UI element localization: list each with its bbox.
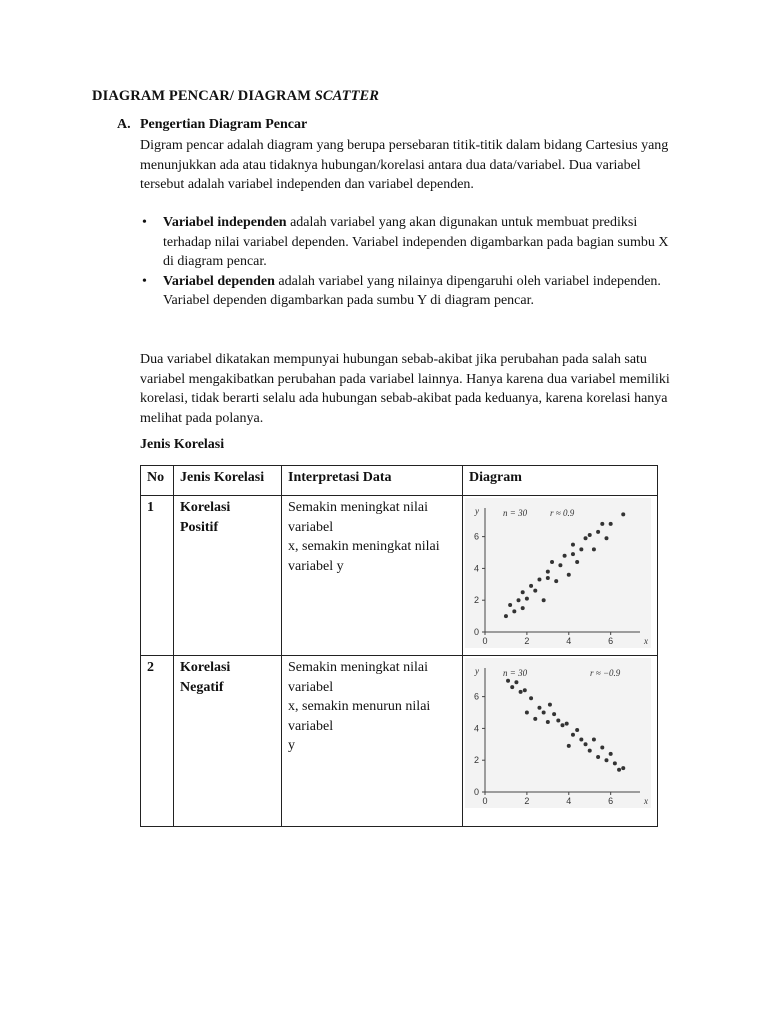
scatter-point bbox=[519, 690, 523, 694]
row-jenis bbox=[174, 496, 282, 656]
scatter-point bbox=[537, 706, 541, 710]
title-italic-text: SCATTER bbox=[314, 88, 380, 104]
scatter-point bbox=[512, 609, 516, 613]
scatter-point bbox=[567, 744, 571, 748]
scatter-point bbox=[558, 563, 562, 567]
x-axis-label: x bbox=[644, 636, 648, 646]
table-row bbox=[141, 496, 658, 656]
x-tick-label: 6 bbox=[608, 636, 614, 646]
scatter-point bbox=[575, 560, 579, 564]
scatter-point bbox=[561, 723, 565, 727]
y-tick-label: 6 bbox=[473, 691, 479, 702]
header-jenis: Jenis Korelasi bbox=[174, 466, 282, 496]
scatter-point bbox=[533, 717, 537, 721]
scatter-point bbox=[548, 703, 552, 707]
bullet-term: Variabel independen bbox=[163, 215, 287, 230]
scatter-point bbox=[546, 576, 550, 580]
scatter-point bbox=[529, 584, 533, 588]
scatter-point bbox=[552, 712, 556, 716]
jenis-line: Negatif bbox=[180, 679, 224, 695]
scatter-point bbox=[588, 749, 592, 753]
y-tick-label: 0 bbox=[473, 627, 479, 637]
scatter-point bbox=[508, 603, 512, 607]
scatter-point bbox=[600, 745, 604, 749]
scatter-point bbox=[521, 606, 525, 610]
scatter-point bbox=[621, 512, 625, 516]
scatter-point bbox=[556, 718, 560, 722]
positive-scatter-plot bbox=[465, 498, 651, 648]
scatter-point bbox=[546, 570, 550, 574]
scatter-point bbox=[542, 598, 546, 602]
scatter-point bbox=[529, 696, 533, 700]
x-axis-label: x bbox=[644, 796, 648, 806]
scatter-point bbox=[550, 560, 554, 564]
scatter-point bbox=[546, 720, 550, 724]
scatter-point bbox=[523, 688, 527, 692]
row-interpretasi bbox=[282, 656, 463, 827]
bullet-icon: • bbox=[142, 215, 147, 230]
list-item bbox=[140, 213, 680, 272]
y-tick-label: 4 bbox=[473, 723, 479, 734]
row-diagram bbox=[463, 496, 658, 656]
scatter-point bbox=[584, 536, 588, 540]
interp-line: variabel bbox=[288, 718, 334, 734]
header-interpretasi: Interpretasi Data bbox=[282, 466, 463, 496]
scatter-point bbox=[506, 679, 510, 683]
table-header-row bbox=[141, 466, 658, 496]
scatter-point bbox=[596, 530, 600, 534]
y-tick-label: 4 bbox=[473, 563, 479, 574]
negative-scatter-plot bbox=[465, 658, 651, 808]
jenis-line: Korelasi bbox=[180, 660, 231, 675]
document-title bbox=[92, 88, 379, 105]
header-diagram: Diagram bbox=[463, 466, 658, 496]
bullet-term: Variabel dependen bbox=[163, 273, 275, 289]
scatter-point bbox=[514, 680, 518, 684]
scatter-point bbox=[575, 728, 579, 732]
x-tick-label: 0 bbox=[482, 636, 488, 646]
jenis-korelasi-heading: Jenis Korelasi bbox=[140, 437, 225, 452]
scatter-point bbox=[579, 738, 583, 742]
interp-line: x, semakin menurun nilai bbox=[288, 699, 431, 714]
y-tick-label: 6 bbox=[473, 531, 479, 542]
scatter-point bbox=[521, 590, 525, 594]
header-no: No bbox=[141, 466, 174, 496]
bullet-text: adalah variabel yang akan digunakan untuk membuat prediksi terhadap nilai variabel dependen. Variabel independen digambarkan pada bagian sumbu X di diagram pencar. bbox=[163, 215, 669, 269]
x-tick-label: 6 bbox=[608, 796, 614, 806]
causality-paragraph: Dua variabel dikatakan mempunyai hubungan sebab-akibat jika perubahan pada salah satu variabel mengakibatkan perubahan pada variabel lainnya. Hanya karena dua variabel memiliki korelasi, tidak berarti selalu ada hubungan sebab-akibat pada keduanya, karena korelasi hanya melihat pada polanya. bbox=[140, 352, 670, 426]
scatter-point bbox=[604, 758, 608, 762]
scatter-point bbox=[504, 614, 508, 618]
scatter-point bbox=[592, 738, 596, 742]
definition-paragraph: Digram pencar adalah diagram yang berupa persebaran titik-titik dalam bidang Cartesius yang menunjukkan ada atau tidaknya hubungan/korelasi antara dua data/variabel. Dua variabel tersebut adalah variabel independen dan variabel dependen. bbox=[140, 138, 669, 192]
scatter-point bbox=[567, 573, 571, 577]
interp-line: y bbox=[288, 738, 295, 753]
section-number: A. bbox=[117, 117, 131, 132]
y-axis-label: y bbox=[475, 506, 479, 516]
scatter-point bbox=[609, 522, 613, 526]
y-tick-label: 2 bbox=[473, 755, 479, 766]
scatter-point bbox=[617, 768, 621, 772]
scatter-point bbox=[510, 685, 514, 689]
scatter-point bbox=[542, 711, 546, 715]
jenis-line: Positif bbox=[180, 519, 219, 535]
scatter-point bbox=[525, 711, 529, 715]
interp-line: Semakin meningkat nilai bbox=[288, 660, 428, 675]
x-tick-label: 4 bbox=[566, 636, 572, 646]
y-axis-label: y bbox=[475, 666, 479, 676]
scatter-point bbox=[613, 761, 617, 765]
scatter-point bbox=[592, 547, 596, 551]
scatter-point bbox=[565, 722, 569, 726]
scatter-point bbox=[571, 733, 575, 737]
section-heading-text: Pengertian Diagram Pencar bbox=[140, 117, 308, 132]
scatter-point bbox=[537, 578, 541, 582]
scatter-point bbox=[604, 536, 608, 540]
scatter-point bbox=[600, 522, 604, 526]
scatter-point bbox=[588, 533, 592, 537]
scatter-point bbox=[609, 752, 613, 756]
section-a-heading bbox=[117, 117, 307, 133]
scatter-point bbox=[571, 552, 575, 556]
x-tick-label: 2 bbox=[524, 636, 530, 646]
correlation-table bbox=[140, 465, 658, 827]
scatter-point bbox=[584, 742, 588, 746]
interp-line: Semakin meningkat nilai bbox=[288, 500, 428, 515]
y-tick-label: 2 bbox=[473, 595, 479, 606]
title-text: DIAGRAM PENCAR/ DIAGRAM bbox=[92, 88, 315, 104]
scatter-point bbox=[579, 547, 583, 551]
table-row bbox=[141, 656, 658, 827]
x-tick-label: 2 bbox=[524, 796, 530, 806]
row-no: 2 bbox=[141, 656, 174, 827]
bullet-list bbox=[140, 213, 680, 311]
annotation-n: n = 30 bbox=[503, 508, 528, 518]
row-jenis bbox=[174, 656, 282, 827]
scatter-point bbox=[533, 589, 537, 593]
list-item bbox=[140, 272, 680, 311]
scatter-point bbox=[571, 543, 575, 547]
interp-line: variabel bbox=[288, 519, 334, 535]
row-interpretasi bbox=[282, 496, 463, 656]
scatter-point bbox=[596, 755, 600, 759]
bullet-text: adalah variabel yang nilainya dipengaruhi oleh variabel independen. Variabel dependen digambarkan pada sumbu Y di diagram pencar. bbox=[163, 273, 661, 308]
x-tick-label: 4 bbox=[566, 796, 572, 806]
x-tick-label: 0 bbox=[482, 796, 488, 806]
annotation-r: r ≈ 0.9 bbox=[550, 508, 575, 518]
interp-line: variabel bbox=[288, 679, 334, 695]
jenis-line: Korelasi bbox=[180, 500, 231, 515]
interp-line: x, semakin meningkat nilai bbox=[288, 539, 440, 554]
annotation-r: r ≈ −0.9 bbox=[590, 668, 621, 678]
interp-line: variabel y bbox=[288, 558, 344, 574]
row-no: 1 bbox=[141, 496, 174, 656]
annotation-n: n = 30 bbox=[503, 668, 528, 678]
row-diagram bbox=[463, 656, 658, 827]
scatter-point bbox=[517, 598, 521, 602]
scatter-point bbox=[621, 766, 625, 770]
bullet-icon: • bbox=[142, 273, 147, 289]
scatter-point bbox=[525, 597, 529, 601]
y-tick-label: 0 bbox=[473, 787, 479, 797]
scatter-point bbox=[563, 554, 567, 558]
scatter-point bbox=[554, 579, 558, 583]
